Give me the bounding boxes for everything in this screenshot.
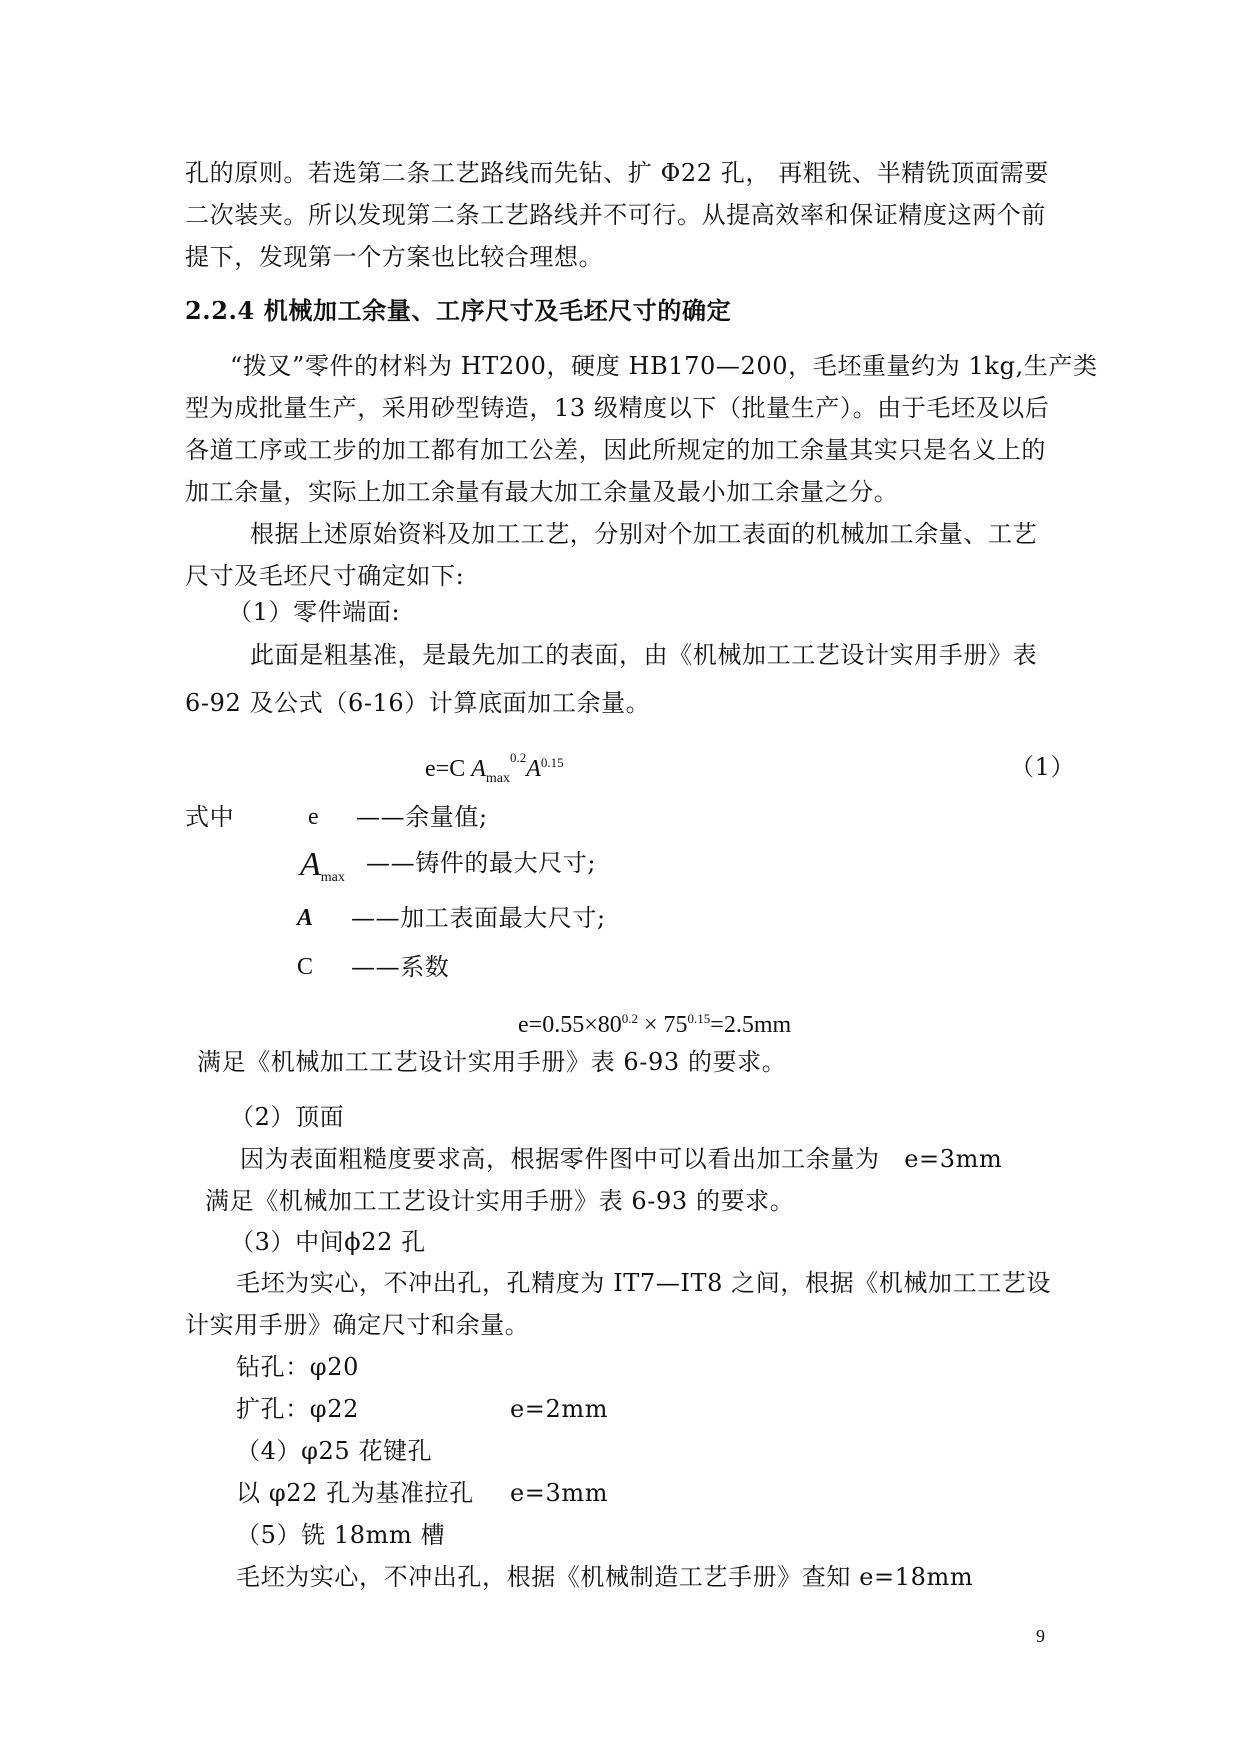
- paragraph-line: “拨叉”零件的材料为 HT200，硬度 HB170—200，毛坯重量约为 1kg,生产类: [230, 352, 1098, 380]
- list-item-heading: （1）零件端面:: [228, 598, 401, 626]
- symbol-e: e: [308, 804, 319, 830]
- paragraph-line: 型为成批量生产，采用砂型铸造，13 级精度以下（批量生产）。由于毛坯及以后: [185, 394, 1050, 422]
- formula-allowance: e=C $A_{max}^{0.2}A^{0.15}$: [425, 750, 564, 786]
- equation-number: （1）: [1010, 753, 1076, 781]
- paragraph-line: 此面是粗基准，是最先加工的表面，由《机械加工工艺设计实用手册》表: [250, 641, 1038, 669]
- paragraph-line: 满足《机械加工工艺设计实用手册》表 6-93 的要求。: [197, 1048, 787, 1076]
- symbol-amax: $A_{max}$: [300, 846, 345, 885]
- definition-text: ——余量值;: [356, 803, 488, 831]
- paragraph-line: 计实用手册》确定尺寸和余量。: [185, 1311, 530, 1339]
- paragraph-line: 根据上述原始资料及加工工艺，分别对个加工表面的机械加工余量、工艺: [250, 520, 1038, 548]
- broach-allowance: e=3mm: [510, 1479, 609, 1507]
- paragraph-line: 提下，发现第一个方案也比较合理想。: [185, 243, 604, 271]
- symbol-c: C: [297, 954, 314, 980]
- list-item-heading: （5）铣 18mm 槽: [236, 1521, 446, 1549]
- drill-step: 钻孔：φ20: [236, 1353, 359, 1381]
- paragraph-line: 孔的原则。若选第二条工艺路线而先钻、扩 Φ22 孔， 再粗铣、半精铣顶面需要: [185, 159, 1049, 187]
- paragraph-line: 满足《机械加工工艺设计实用手册》表 6-93 的要求。: [205, 1187, 795, 1215]
- page-number: 9: [1036, 1626, 1045, 1646]
- where-label: 式中: [185, 803, 235, 831]
- paragraph-line: 6-92 及公式（6-16）计算底面加工余量。: [185, 689, 651, 717]
- list-item-heading: （3）中间ϕ22 孔: [230, 1228, 426, 1256]
- paragraph-line: 毛坯为实心，不冲出孔，根据《机械制造工艺手册》查知 e=18mm: [236, 1563, 974, 1591]
- broach-step: 以 φ22 孔为基准拉孔: [236, 1479, 474, 1507]
- definition-text: ——铸件的最大尺寸;: [366, 849, 597, 877]
- formula-calculation: $e=0.55\times 80^{0.2} \times 75^{0.15}=2.5mm$: [518, 1011, 792, 1038]
- ream-allowance: e=2mm: [510, 1395, 609, 1423]
- paragraph-line: 二次装夹。所以发现第二条工艺路线并不可行。从提高效率和保证精度这两个前: [185, 201, 1046, 229]
- list-item-heading: （4）φ25 花键孔: [236, 1437, 433, 1465]
- paragraph-line: 毛坯为实心，不冲出孔，孔精度为 IT7—IT8 之间，根据《机械加工工艺设: [236, 1269, 1051, 1297]
- paragraph-line: 因为表面粗糙度要求高，根据零件图中可以看出加工余量为 e=3mm: [240, 1145, 1003, 1173]
- ream-step: 扩孔：φ22: [236, 1395, 359, 1423]
- paragraph-line: 各道工序或工步的加工都有加工公差，因此所规定的加工余量其实只是名义上的: [185, 436, 1046, 464]
- paragraph-line: 加工余量，实际上加工余量有最大加工余量及最小加工余量之分。: [185, 478, 899, 506]
- section-heading: 2.2.4 机械加工余量、工序尺寸及毛坯尺寸的确定: [185, 296, 732, 325]
- list-item-heading: （2）顶面: [230, 1103, 345, 1131]
- symbol-a: A: [297, 905, 314, 931]
- paragraph-line: 尺寸及毛坯尺寸确定如下:: [185, 562, 465, 590]
- definition-text: ——加工表面最大尺寸;: [351, 904, 606, 932]
- definition-text: ——系数: [351, 953, 450, 981]
